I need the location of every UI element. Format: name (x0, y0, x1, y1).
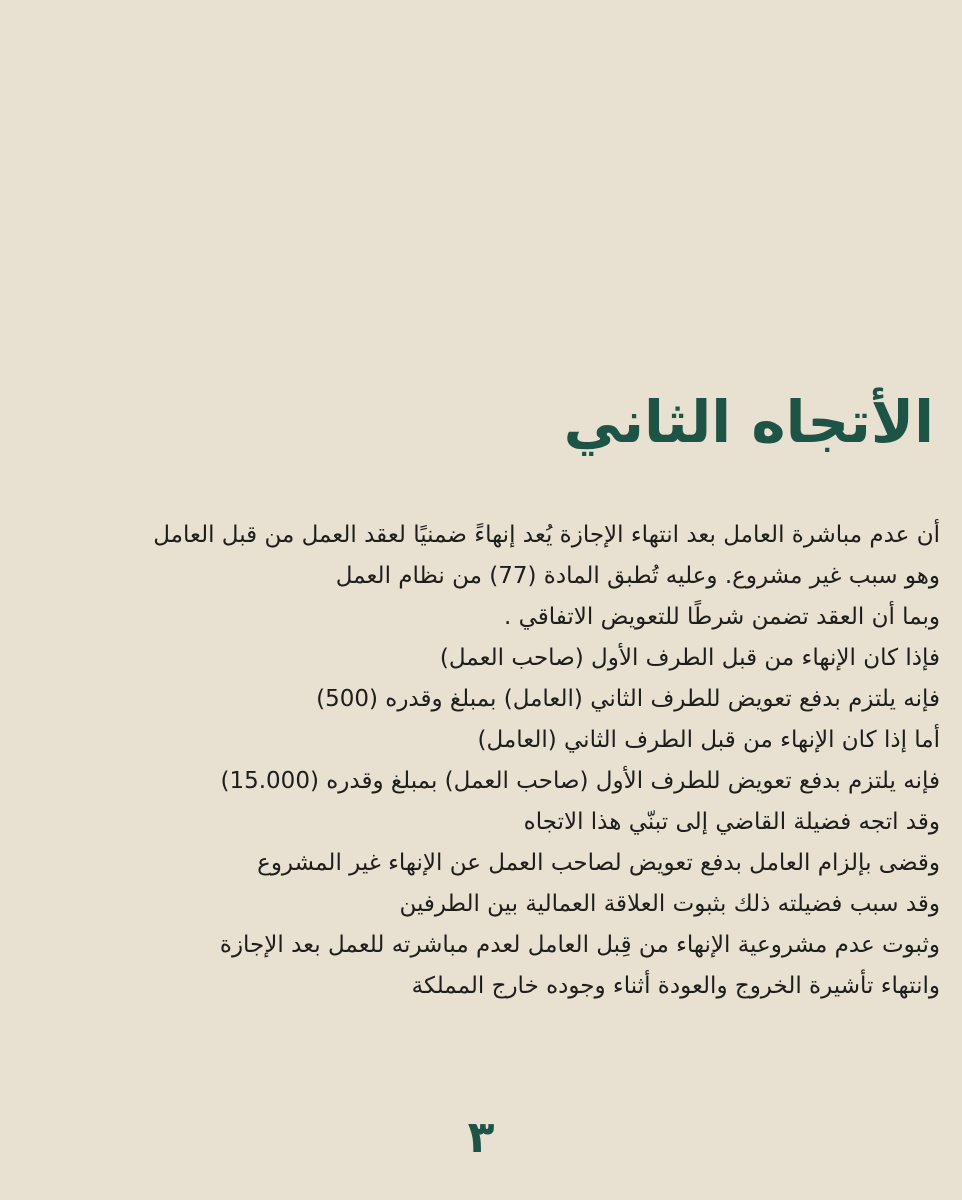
body-paragraph (20, 515, 940, 1007)
text-line: وقد سبب فضيلته ذلك بثبوت العلاقة العمالية بين الطرفين (399, 891, 940, 917)
text-line: فإذا كان الإنهاء من قبل الطرف الأول (صاحب العمل) (439, 645, 940, 671)
page-number: ٣ (467, 1112, 495, 1163)
text-line: وهو سبب غير مشروع. وعليه تُطبق المادة (77) من نظام العمل (335, 563, 940, 589)
text-line: فإنه يلتزم بدفع تعويض للطرف الثاني (العامل) بمبلغ وقدره (500) (316, 686, 940, 712)
text-line: وبما أن العقد تضمن شرطًا للتعويض الاتفاقي . (503, 604, 940, 630)
text-line: وقد اتجه فضيلة القاضي إلى تبنّي هذا الاتجاه (523, 809, 940, 835)
text-line: فإنه يلتزم بدفع تعويض للطرف الأول (صاحب العمل) بمبلغ وقدره (15.000) (220, 768, 940, 794)
text-line: وانتهاء تأشيرة الخروج والعودة أثناء وجوده خارج المملكة (411, 973, 940, 999)
text-line: وقضى بإلزام العامل بدفع تعويض لصاحب العمل عن الإنهاء غير المشروع (257, 850, 940, 876)
page-title: الأتجاه الثاني (563, 388, 934, 456)
text-line: أما إذا كان الإنهاء من قبل الطرف الثاني (العامل) (477, 727, 940, 753)
text-line: أن عدم مباشرة العامل بعد انتهاء الإجازة يُعد إنهاءً ضمنيًا لعقد العمل من قبل العامل (153, 522, 940, 548)
text-line: وثبوت عدم مشروعية الإنهاء من قِبل العامل لعدم مباشرته للعمل بعد الإجازة (219, 932, 940, 958)
